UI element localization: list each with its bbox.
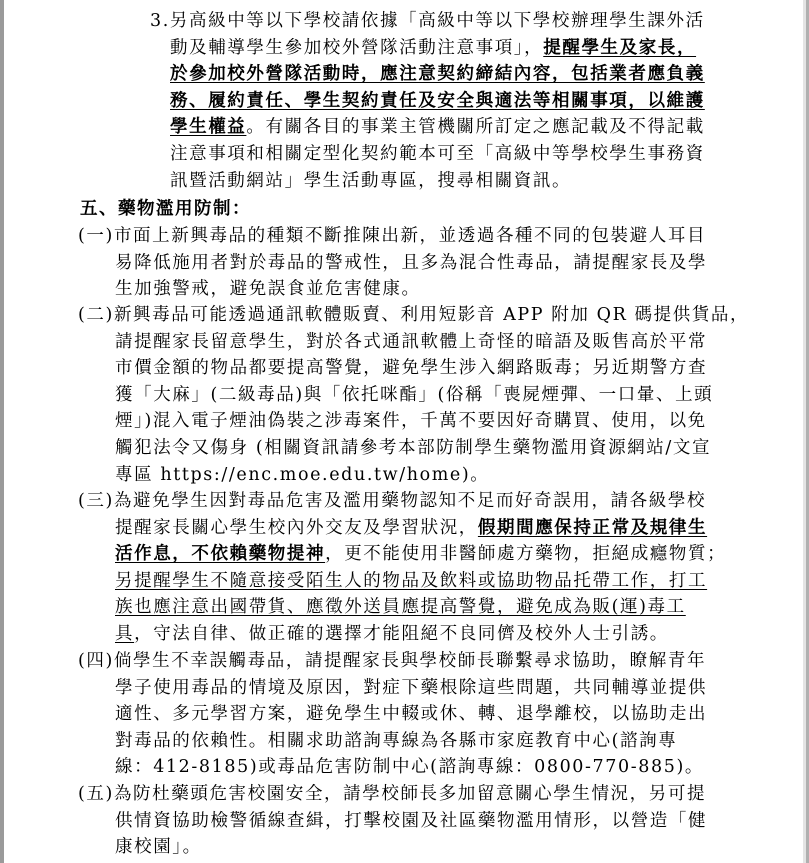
body-text: 。有關各目的事業主管機關所訂定之應記載及不得記載: [246, 117, 705, 138]
body-text: 專區 https://enc.moe.edu.tw/home)。: [115, 464, 490, 485]
section5-item-2-line: [115, 462, 489, 488]
item-3-line: [170, 141, 705, 167]
emphasis-text: 族也應注意出國帶貨、應徵外送員應提高警覺，避免成為販(運)毒工: [115, 597, 686, 618]
section5-item-1-line: [115, 250, 707, 276]
body-text: 康校園」。: [115, 837, 202, 858]
section5-item-3b-line: [115, 594, 686, 620]
emphasis-text: 提醒學生及家長，: [543, 37, 697, 58]
emphasis-text: 務、履約責任、學生契約責任及安全與適法等相關事項，以維護: [170, 90, 705, 111]
body-text: 觸犯法令又傷身 (相關資訊請參考本部防制學生藥物濫用資源網站/文宣: [115, 438, 712, 458]
item-3-line: [150, 8, 705, 34]
body-text: 市價金額的物品都要提高警覺，避免學生涉入網路販毒；另近期警方查: [115, 358, 708, 379]
item-3-line: [170, 168, 571, 194]
section5-item-2-line: [115, 435, 711, 461]
emphasis-text: 於參加校外營隊活動時，應注意契約締結內容，包括業者應負義: [170, 64, 705, 85]
section5-item-4-line: [78, 648, 706, 674]
section5-item-3b-line: [78, 488, 706, 514]
body-text: (三)為避免學生因對毒品危害及濫用藥物認知不足而好奇誤用，請各級學校: [78, 491, 707, 511]
section5-item-3b-line: [115, 541, 726, 567]
section5-item-5-line: [115, 808, 707, 834]
emphasis-text: 假期間應保持正常及規律生: [477, 517, 708, 538]
section5-item-3b-line: [115, 568, 707, 594]
body-text: ，更不能使用非醫師處方藥物，拒絕成癮物質；: [325, 544, 727, 565]
body-text: 適性、多元學習方案，避免學生中輟或休、轉、退學離校，以協助走出: [115, 704, 708, 725]
section5-item-4-line: [115, 701, 707, 727]
section5-item-1-line: [78, 223, 706, 249]
item-3-line: [170, 88, 705, 114]
body-text: 供情資協助檢警循線查緝，打擊校園及社區藥物濫用情形，以營造「健: [115, 810, 708, 831]
body-text: (一)市面上新興毒品的種類不斷推陳出新，並透過各種不同的包裝避人耳目: [78, 226, 707, 246]
section5-item-4-line: [115, 675, 707, 701]
section5-item-3b-line: [115, 515, 707, 541]
section5-item-5-line: [115, 834, 202, 860]
section5-item-2-line: [115, 408, 707, 434]
body-text: 獲「大麻」(二級毒品)與「依托咪酯」(俗稱「喪屍煙彈、一口暈、上頭: [115, 384, 714, 405]
body-text: 注意事項和相關定型化契約範本可至「高級中等學校學生事務資: [170, 144, 705, 164]
item-3-line: [170, 114, 705, 140]
body-text: 對毒品的依賴性。相關求助諮詢專線為各縣市家庭教育中心(諮詢專: [115, 730, 678, 751]
body-text: 易降低施用者對於毒品的警戒性，且多為混合性毒品，請提醒家長及學: [115, 252, 708, 273]
section5-item-4-line: [115, 754, 704, 780]
body-text: (二)新興毒品可能透過通訊軟體販賣、利用短影音 APP 附加 QR 碼提供貨品，: [78, 305, 750, 325]
body-text: 訊暨活動網站」學生活動專區，搜尋相關資訊。: [170, 170, 572, 191]
body-text: 提醒家長關心學生校內外交友及學習狀況，: [115, 517, 478, 538]
body-text: (四)倘學生不幸誤觸毒品，請提醒家長與學校師長聯繫尋求協助，瞭解青年: [78, 651, 707, 671]
body-text: ，守法自律、做正確的選擇才能阻絕不良同儕及校外人士引誘。: [134, 624, 669, 644]
item-3-line: [170, 61, 705, 87]
section5-item-2-line: [115, 329, 707, 355]
body-text: 線：412-8185)或毒品危害防制中心(諮詢專線：0800-770-885)。: [115, 757, 704, 778]
section-heading: 五、藥物濫用防制：: [80, 199, 251, 219]
section5-item-1-line: [115, 276, 421, 302]
body-text: 請提醒家長留意學生，對於各式通訊軟體上奇怪的暗語及販售高於平常: [115, 331, 708, 352]
body-text: 3.另高級中等以下學校請依據「高級中等以下學校辦理學生課外活: [150, 11, 705, 31]
emphasis-text: 活作息，不依賴藥物提神: [115, 544, 326, 565]
body-text: (五)為防杜藥頭危害校園安全，請學校師長多加留意關心學生情況，另可提: [78, 784, 707, 804]
section5-item-2-line: [115, 355, 707, 381]
emphasis-text: 學生權益: [170, 117, 247, 138]
section5-item-2-line: [78, 302, 749, 328]
body-text: 生加強警戒，避免誤食並危害健康。: [115, 279, 421, 300]
body-text: 煙」)混入電子煙油偽裝之涉毒案件，千萬不要因好奇購買、使用，以免: [115, 411, 707, 432]
item-3-line: [170, 35, 696, 61]
section5-item-4-line: [115, 728, 677, 754]
section5-item-5-line: [78, 781, 706, 807]
emphasis-text: 另提醒學生不隨意接受陌生人的物品及飲料或協助物品托帶工作，打工: [115, 570, 708, 591]
section5-item-3b-line: [115, 621, 669, 647]
emphasis-text: 具: [115, 624, 135, 644]
body-text: 動及輔導學生參加校外營隊活動注意事項」，: [170, 37, 544, 58]
section5-item-2-line: [115, 382, 713, 408]
body-text: 學子使用毒品的情境及原因，對症下藥根除這些問題，共同輔導並提供: [115, 677, 708, 698]
